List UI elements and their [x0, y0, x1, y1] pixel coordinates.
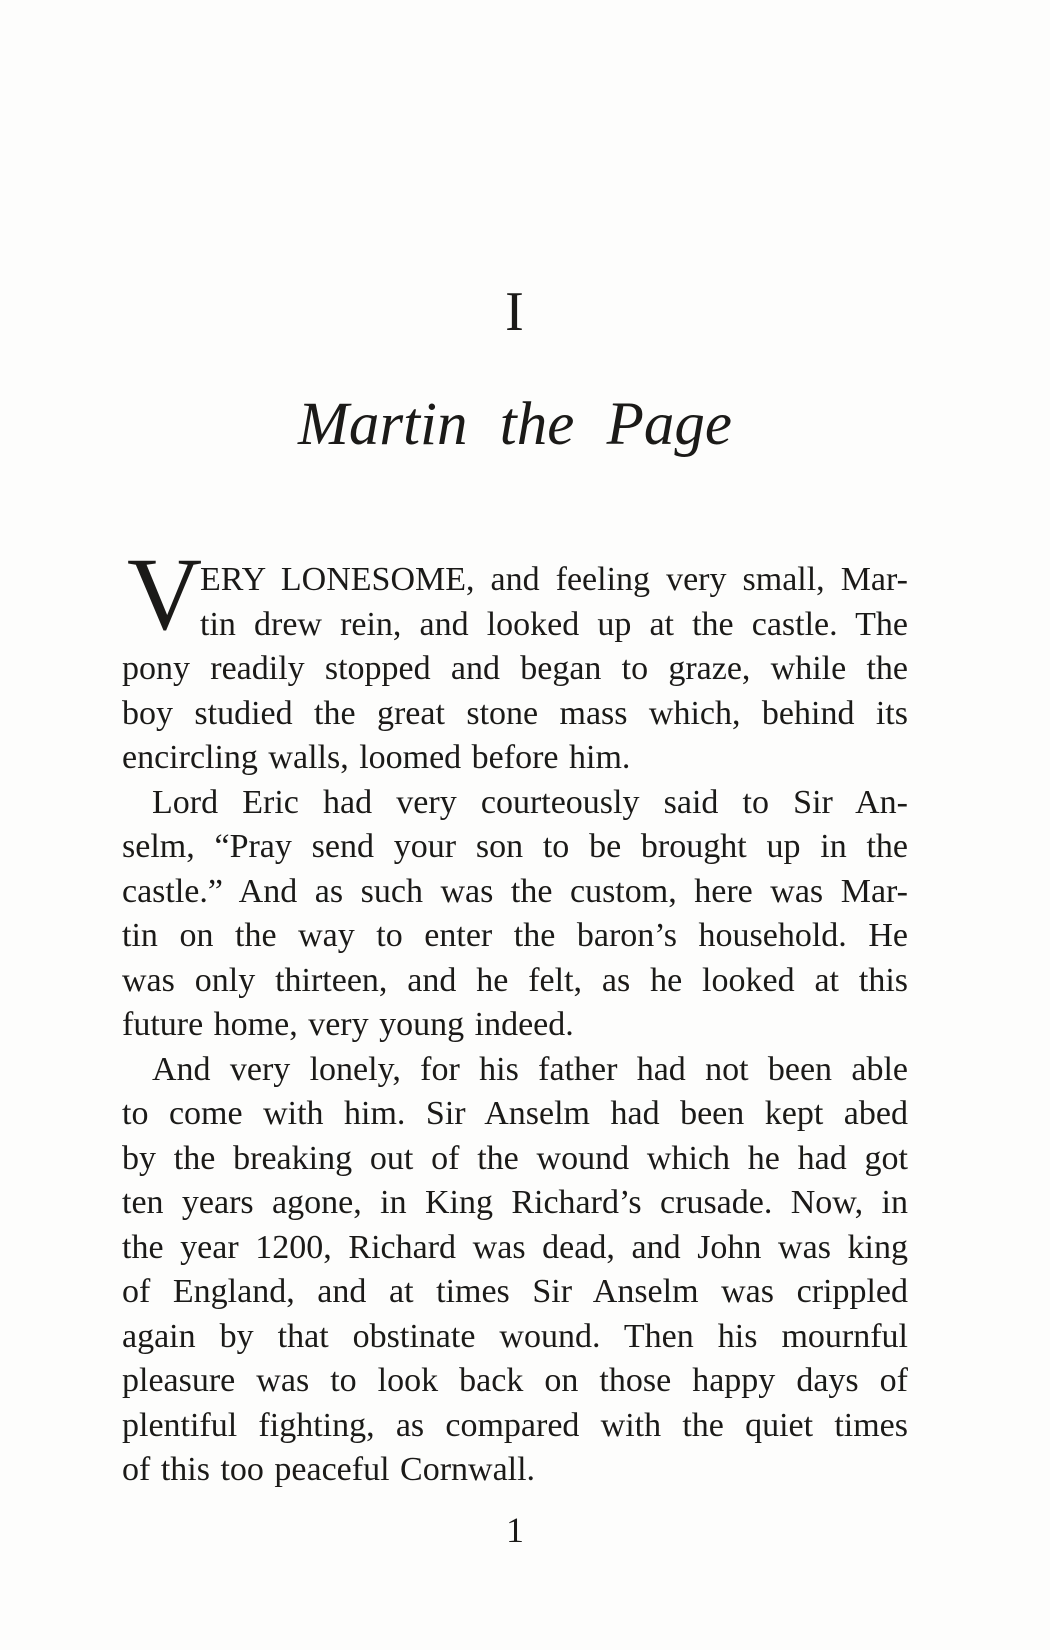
text-line: to come with him. Sir Anselm had been kept abed — [122, 1095, 908, 1132]
chapter-number: I — [505, 281, 525, 343]
text-line: of this too peaceful Cornwall. — [122, 1451, 536, 1488]
text-line: encircling walls, loomed before him. — [122, 739, 631, 776]
chapter-title: Martin the Page — [298, 391, 732, 458]
paragraph — [122, 781, 908, 1048]
drop-cap-letter: V — [127, 537, 203, 652]
paragraph — [122, 537, 908, 781]
text-line: ten years agone, in King Richard’s crusade. Now, in — [122, 1184, 908, 1221]
text-line: tin on the way to enter the baron’s household. He — [122, 917, 908, 954]
text-line: future home, very young indeed. — [122, 1006, 574, 1043]
text-line: again by that obstinate wound. Then his mournful — [122, 1317, 908, 1355]
text-line: of England, and at times Sir Anselm was crippled — [122, 1273, 908, 1310]
text-line: castle.” And as such was the custom, here was Mar- — [122, 872, 908, 910]
text-line: pleasure was to look back on those happy days of — [122, 1362, 908, 1399]
text-line: the year 1200, Richard was dead, and John was king — [122, 1228, 908, 1266]
text-line: plentiful fighting, as compared with the quiet times — [122, 1406, 908, 1444]
text-line: ERY LONESOME, and feeling very small, Mar- — [200, 561, 908, 598]
body-text — [122, 537, 908, 1493]
text-line: Lord Eric had very courteously said to Sir An- — [152, 783, 908, 821]
text-line: by the breaking out of the wound which he had got — [122, 1139, 908, 1177]
text-line: boy studied the great stone mass which, behind its — [122, 694, 908, 732]
page-number: 1 — [506, 1510, 524, 1550]
text-line: selm, “Pray send your son to be brought up in the — [122, 828, 908, 865]
paragraph — [122, 1048, 908, 1493]
text-line: was only thirteen, and he felt, as he looked at this — [122, 961, 908, 999]
text-line: tin drew rein, and looked up at the castle. The — [200, 605, 908, 643]
text-line: pony readily stopped and began to graze, while the — [122, 650, 908, 687]
text-line: And very lonely, for his father had not been able — [152, 1050, 908, 1088]
